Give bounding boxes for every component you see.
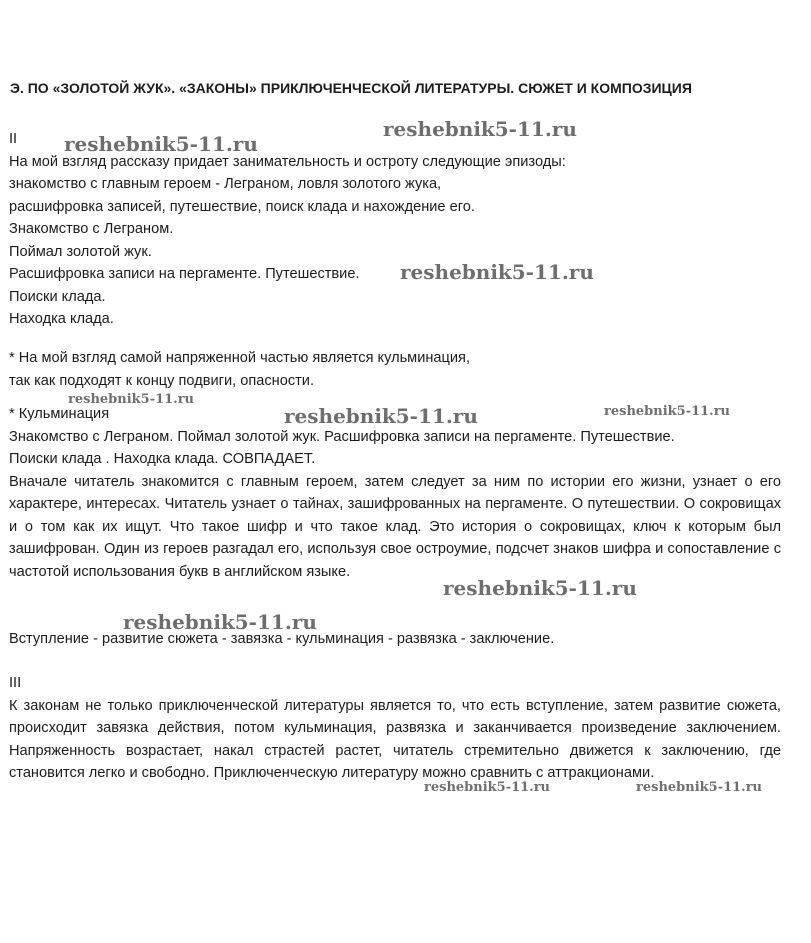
watermark: reshebnik5-11.ru bbox=[284, 404, 478, 428]
watermark: reshebnik5-11.ru bbox=[636, 780, 763, 795]
section-heading: II bbox=[9, 131, 18, 147]
watermark: reshebnik5-11.ru bbox=[443, 576, 637, 600]
text-line: расшифровка записей, путешествие, поиск клада и нахождение его. bbox=[9, 198, 475, 215]
text-line: * На мой взгляд самой напряженной частью является кульминация, bbox=[9, 350, 471, 366]
watermark: reshebnik5-11.ru bbox=[424, 780, 551, 795]
text-line: так как подходят к концу подвиги, опасности. bbox=[9, 372, 315, 389]
text-line: Расшифровка записи на пергаменте. Путешествие. bbox=[9, 266, 360, 282]
culmination-paragraph: Вначале читатель знакомится с главным героем, затем следует за ним по истории его жизни, узнает о его характере, интересах. Читатель узнает о тайнах, зашифрованных на пергаменте. О путешествии. О сокровищах и о том как их ищут. Что такое шифр и что такое клад. Это история о сокровищах, ключ к которым был зашифрован. Один из героев разгадал его, используя свое остроумие, подсчет знаков шифра и сопоставление с частотой использования букв в английском языке. bbox=[9, 473, 781, 580]
watermark: reshebnik5-11.ru bbox=[383, 117, 577, 141]
watermark: reshebnik5-11.ru bbox=[64, 132, 258, 156]
structure-line: Вступление - развитие сюжета - завязка - кульминация - развязка - заключение. bbox=[9, 631, 555, 647]
text-line: Знакомство с Леграном. Поймал золотой жук. Расшифровка записи на пергаменте. Путешествие. bbox=[9, 428, 675, 445]
text-line: Знакомство с Леграном. bbox=[9, 221, 174, 237]
text-line: Находка клада. bbox=[9, 311, 114, 327]
text-line: Поиски клада. bbox=[9, 288, 106, 305]
page-title: Э. ПО «ЗОЛОТОЙ ЖУК». «ЗАКОНЫ» ПРИКЛЮЧЕНЧЕСКОЙ ЛИТЕРАТУРЫ. СЮЖЕТ И КОМПОЗИЦИЯ bbox=[10, 80, 692, 96]
section-3 bbox=[9, 672, 781, 785]
text-line: Поймал золотой жук. bbox=[9, 243, 152, 260]
text-line: Поиски клада . Находка клада. СОВПАДАЕТ. bbox=[9, 451, 316, 467]
watermark: reshebnik5-11.ru bbox=[400, 260, 594, 284]
text-line: На мой взгляд рассказу придает занимательность и остроту следующие эпизоды: bbox=[9, 153, 566, 170]
section-2 bbox=[9, 128, 781, 331]
watermark: reshebnik5-11.ru bbox=[123, 610, 317, 634]
text-line: знакомство с главным героем - Леграном, ловля золотого жука, bbox=[9, 176, 442, 192]
section-heading: * Кульминация bbox=[9, 406, 110, 422]
section-3-paragraph: К законам не только приключенческой литературы является то, что есть вступление, затем развитие сюжета, происходит завязка действия, потом кульминация, развязка и заканчивается произведение заключением. Напряженность возрастает, накал страстей растет, читатель стремительно движется к заключению, где становится легко и свободно. Приключенческую литературу можно сравнить с аттракционами. bbox=[9, 697, 781, 781]
watermark: reshebnik5-11.ru bbox=[604, 404, 731, 419]
culmination-block bbox=[9, 403, 781, 583]
culmination-note bbox=[9, 347, 781, 392]
watermark: reshebnik5-11.ru bbox=[68, 392, 195, 407]
section-heading: III bbox=[9, 675, 22, 691]
